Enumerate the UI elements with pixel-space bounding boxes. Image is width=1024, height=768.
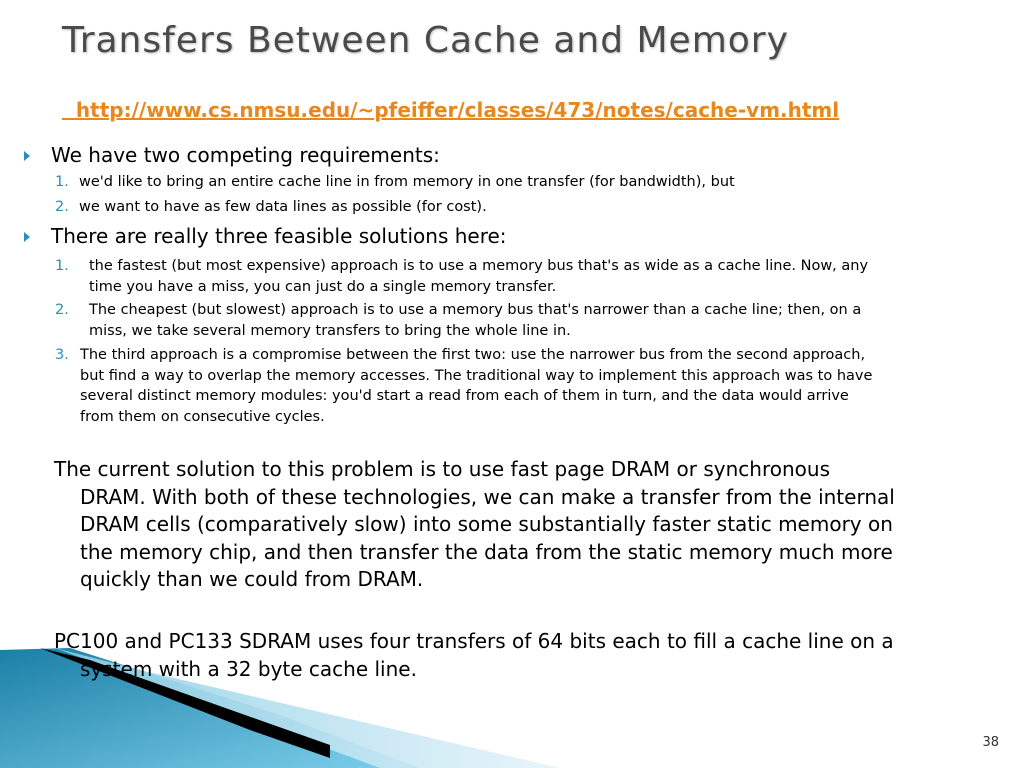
list-number: 3. [55,347,69,363]
paragraph-line: system with a 32 byte cache line. [80,656,417,681]
paragraph-line: DRAM. With both of these technologies, we can make a transfer from the internal [80,484,895,509]
list-item-text: we want to have as few data lines as possible (for cost). [79,199,487,215]
reference-link[interactable]: http://www.cs.nmsu.edu/~pfeiffer/classes/473/notes/cache-vm.html [62,98,840,122]
paragraph-line: The current solution to this problem is to use fast page DRAM or synchronous [54,457,830,481]
paragraph-sdram [54,628,994,683]
list-item-text: The cheapest (but slowest) approach is to use a memory bus that's narrower than a cache line; then, on a miss, we take several memory transfers to bring the whole line in. [89,302,862,339]
list-number: 1. [55,258,69,274]
paragraph-line: quickly than we could from DRAM. [80,567,424,591]
bullet-text: There are really three feasible solutions here: [51,224,507,248]
bullet-text: We have two competing requirements: [51,143,440,167]
list-item-text: the fastest (but most expensive) approach is to use a memory bus that's as wide as a cache line. Now, any time you have a miss, you can just do a single memory transfer. [89,258,869,295]
paragraph-current-solution [54,456,994,594]
list-item-text: The third approach is a compromise between the first two: use the narrower bus from the second approach, but find a way to overlap the memory accesses. The traditional way to implement this approach was to have several distinct memory modules: you'd start a read from each of them in turn, and the data would arrive from them on consecutive cycles. [80,347,873,425]
paragraph-line: DRAM cells (comparatively slow) into some substantially faster static memory on [80,512,893,536]
list-number: 1. [55,174,69,190]
bullet-arrow-icon [24,232,30,242]
paragraph-line: the memory chip, and then transfer the data from the static memory much more [80,539,893,564]
slide-title: Transfers Between Cache and Memory [62,20,789,61]
bullet-arrow-icon [24,151,30,161]
paragraph-line: PC100 and PC133 SDRAM uses four transfers of 64 bits each to fill a cache line on a [54,629,894,653]
list-number: 2. [55,199,69,215]
list-number: 2. [55,302,69,318]
page-number: 38 [982,735,999,750]
list-item-text: we'd like to bring an entire cache line in from memory in one transfer (for bandwidth), but [79,174,735,190]
